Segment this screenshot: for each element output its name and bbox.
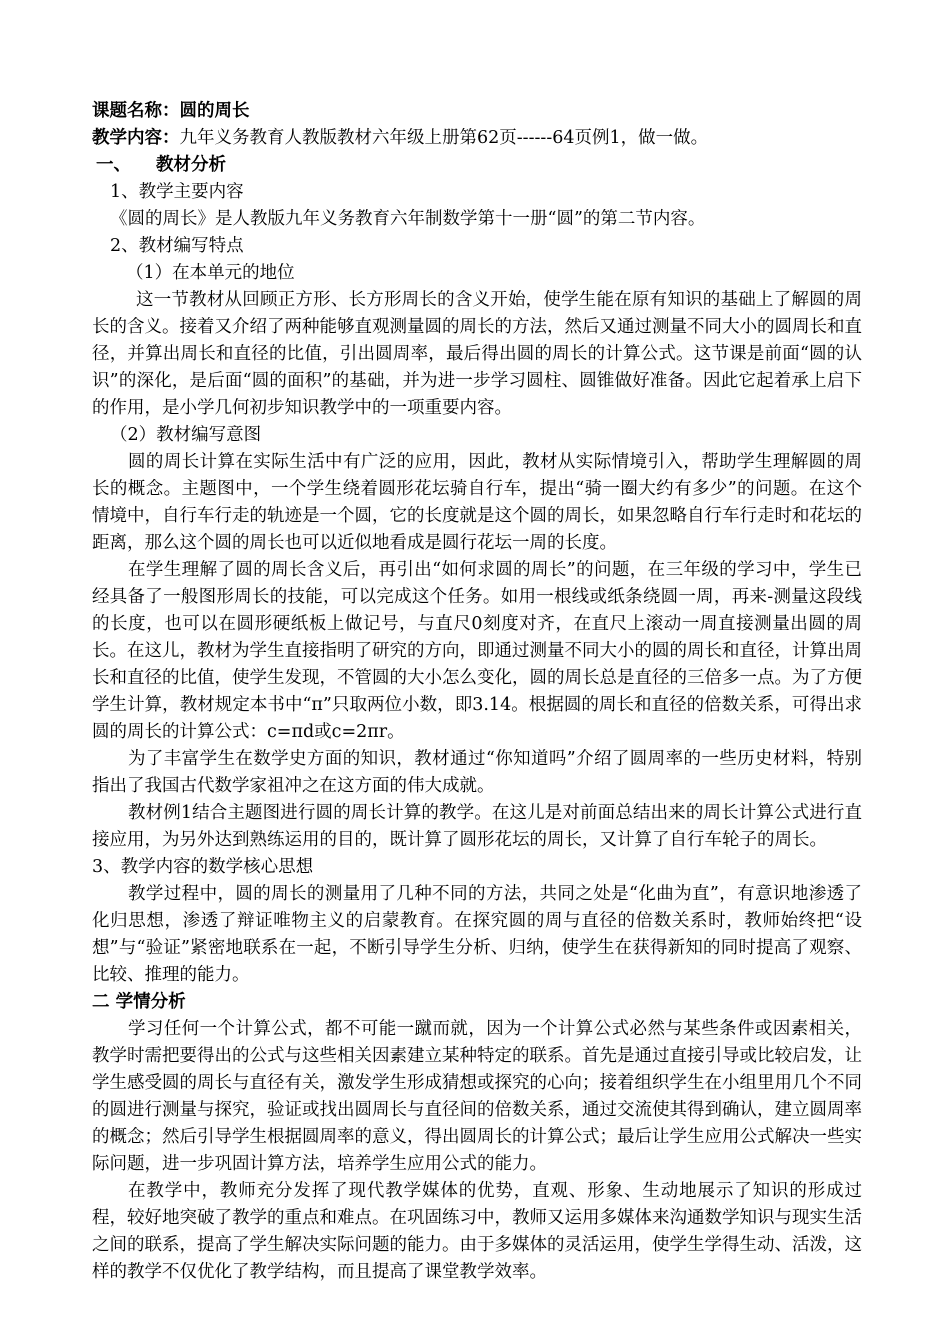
sub3-heading: 3、教学内容的数学核心思想 [92,857,314,877]
teaching-content-value: 九年义务教育人教版教材六年级上册第62页------64页例1，做一做。 [179,128,709,148]
sub2-2-heading: （2）教材编写意图 [110,425,262,445]
sub2-2-paragraph-1: 圆的周长计算在实际生活中有广泛的应用，因此，教材从实际情境引入，帮助学生理解圆的周长的概念。主题图中，一个学生绕着圆形花坛骑自行车，提出“骑一圈大约有多少”的问题。在这个情境中，自行车行走的轨迹是一个圆，它的长度就是这个圆的周长，如果忽略自行车行走时和花坛的距离，那么这个圆的周长也可以近似地看成是圆行花坛一周的长度。 [92,452,862,553]
section1-heading [92,152,862,179]
section2-heading: 二 学情分析 [92,992,186,1012]
section2-paragraph-2: 在教学中，教师充分发挥了现代教学媒体的优势，直观、形象、生动地展示了知识的形成过程，较好地突破了教学的重点和难点。在巩固练习中，教师又运用多媒体来沟通数学知识与现实生活之间的联系，提高了学生解决实际问题的能力。由于多媒体的灵活运用，使学生学得生动、活泼，这样的教学不仅优化了教学结构，而且提高了课堂教学效率。 [92,1181,862,1282]
lesson-title-label: 课题名称： [92,101,180,121]
document-page [92,98,862,1286]
sub1-heading: 1、教学主要内容 [110,182,244,202]
lesson-title-line [92,98,862,125]
lesson-title-value: 圆的周长 [179,101,250,121]
sub2-2-paragraph-3: 为了丰富学生在数学史方面的知识，教材通过“你知道吗”介绍了圆周率的一些历史材料，特别指出了我国古代数学家祖冲之在这方面的伟大成就。 [92,749,862,796]
sub2-2-paragraph-2: 在学生理解了圆的周长含义后，再引出“如何求圆的周长”的问题，在三年级的学习中，学生已经具备了一般图形周长的技能，可以完成这个任务。如用一根线或纸条绕圆一周，再来-测量这段线的长度，也可以在圆形硬纸板上做记号，与直尺0刻度对齐，在直尺上滚动一周直接测量出圆的周长。在这儿，教材为学生直接指明了研究的方向，即通过测量不同大小的圆的周长和直径，计算出周长和直径的比值，使学生发现，不管圆的大小怎么变化，圆的周长总是直径的三倍多一点。为了方便学生计算，教材规定本书中“π”只取两位小数，即3.14。根据圆的周长和直径的倍数关系，可得出求圆的周长的计算公式：c=πd或c=2πr。 [92,560,862,742]
sub2-1-heading: （1）在本单元的地位 [126,263,295,283]
teaching-content-line [92,125,862,152]
sub1-text: 《圆的周长》是人教版九年义务教育六年制数学第十一册“圆”的第二节内容。 [110,209,706,229]
sub2-heading: 2、教材编写特点 [110,236,244,256]
section1-title: 教材分析 [156,155,226,175]
sub3-text: 教学过程中，圆的周长的测量用了几种不同的方法，共同之处是“化曲为直”，有意识地渗透了化归思想，渗透了辩证唯物主义的启蒙教育。在探究圆的周与直径的倍数关系时，教师始终把“设想”与“验证”紧密地联系在一起，不断引导学生分析、归纳，使学生在获得新知的同时提高了观察、比较、推理的能力。 [92,884,862,985]
section2-paragraph-1: 学习任何一个计算公式，都不可能一蹴而就，因为一个计算公式必然与某些条件或因素相关，教学时需把要得出的公式与这些相关因素建立某种特定的联系。首先是通过直接引导或比较启发，让学生感受圆的周长与直径有关，激发学生形成猜想或探究的心向；接着组织学生在小组里用几个不同的圆进行测量与探究，验证或找出圆周长与直径间的倍数关系，通过交流使其得到确认，建立圆周率的概念；然后引导学生根据圆周率的意义，得出圆周长的计算公式；最后让学生应用公式解决一些实际问题，进一步巩固计算方法，培养学生应用公式的能力。 [92,1019,862,1174]
sub2-2-paragraph-4: 教材例1结合主题图进行圆的周长计算的教学。在这儿是对前面总结出来的周长计算公式进行直接应用，为另外达到熟练运用的目的，既计算了圆形花坛的周长，又计算了自行车轮子的周长。 [92,803,862,850]
teaching-content-label: 教学内容： [92,128,180,148]
sub2-1-text: 这一节教材从回顾正方形、长方形周长的含义开始，使学生能在原有知识的基础上了解圆的周长的含义。接着又介绍了两种能够直观测量圆的周长的方法，然后又通过测量不同大小的圆周长和直径，并算出周长和直径的比值，引出圆周率，最后得出圆的周长的计算公式。这节课是前面“圆的认识”的深化，是后面“圆的面积”的基础，并为进一步学习圆柱、圆锥做好准备。因此它起着承上启下的作用，是小学几何初步知识教学中的一项重要内容。 [92,290,862,418]
section1-number: 一、 [96,155,131,175]
